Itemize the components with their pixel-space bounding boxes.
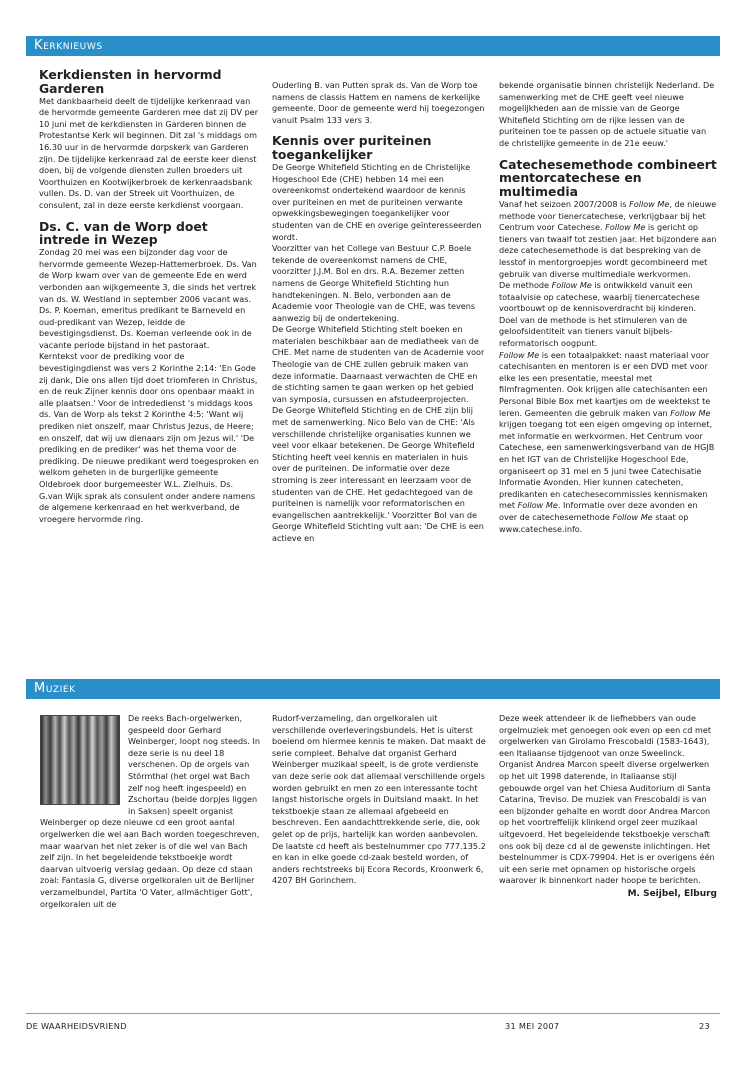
text-run: Follow Me [629,198,670,209]
article-paragraph: Zondag 20 mei was een bijzonder dag voor de hervormde gemeente Wezep-Hattemerbroek. Ds. Van de Worp kwam over van de gemeente Ede en werd verbonden aan wijkgemeente 3, die sinds het vertrek van ds. W. Westland in september 2006 vacant was. Ds. P. Koeman, emeritus predikant te Barneveld en oud-predikant van Wezep, leidde de bevestigingsdienst. Ds. Koeman verleende ook in de vacante periode bijstand in het pastoraat. [39,247,257,350]
article-paragraph: De reeks Bach-orgelwerken, gespeeld door Gerhard Weinberger, loopt nog steeds. In deze serie is nu deel 18 verschenen. Op de orgels van Störmthal (het orgel wat Bach zelf nog heeft ingespeeld) en Zschortau (beide dorpjes liggen in Saksen) speelt organist Weinberger op deze nieuwe cd een groot aantal orgelwerken die wel aan Bach worden toegeschreven, maar waarvan het niet zeker is of die wel van Bach zelf zijn. In het begeleidende tekstboekje wordt daarvan uitvoerig verslag gedaan. Op deze cd staan zoal: Fantasia G, diverse orgelkoralen uit de Berlijner verzamelbundel, Partita 'O Vater, allmächtiger Gott', orgelkoralen uit de [40,713,260,909]
kerknieuws-column-2 [272,80,486,545]
article-paragraph [499,350,717,536]
article-paragraph: De George Whitefield Stichting en de Christelijke Hogeschool Ede (CHE) hebben 14 mei een overeenkomst ondertekend waardoor de kennis over puriteinen en met de puriteinen verwante opwekkingsbewegingen toegankelijker voor studenten van de CHE en overige geïnteresseerden wordt. [272,161,482,242]
article-heading: Catechesemethode combineert mentorcatechese en multimedia [499,156,717,200]
section-header-muziek: Muziek [26,679,720,699]
article-paragraph: Kerntekst voor de prediking voor de bevestigingdienst was vers 2 Korinthe 2:14: 'En Gode zij dank, Die ons allen tijd doet triomferen in Christus, en de reuk Zijner kennis door ons openbaar maakt in alle plaatsen.' Voor de intrededienst 's middags koos ds. Van de Worp als tekst 2 Korinthe 4:5: 'Want wij prediken niet onszelf, maar Christus Jezus, de Heere; en onszelf, dat wij uw dienaars zijn om Jezus wil.' 'De prediking en de prediker' was het thema voor de prediking. De nieuwe predikant werd toegesproken en welkom geheten in de burgerlijke gemeente Oldebroek door burgemeester W.L. Zielhuis. Ds. G.van Wijk sprak als consulent onder andere namens de algemene kerkenraad en het werkverband, de vroegere hervormde ring. [39,351,259,524]
kerknieuws-column-1 [39,68,259,525]
text-run: Follow Me [499,349,540,360]
page-number: 23 [699,1021,711,1031]
text-run: Follow Me [551,280,592,291]
text-run: Follow Me [670,407,711,418]
text-run: is ontwikkeld vanuit een totaalvisie op catechese, waarbij tienercatechese voortbouwt op de kennisoverdracht bij kinderen. Doel van de methode is het stimuleren van de geloofsidentiteit van tieners vanuit bijbels-reformatorisch oogpunt. [499,280,700,349]
article-paragraph: Ouderling B. van Putten sprak ds. Van de Worp toe namens de classis Hattem en namens de kerkelijke gemeente. Door de gemeente werd hij toegezongen vanuit Psalm 133 vers 3. [272,80,485,125]
article-heading: Ds. C. van de Worp doet intrede in Wezep [39,218,208,248]
kerknieuws-column-3 [499,80,717,535]
muziek-column-3 [499,713,717,901]
text-run: Follow Me [612,511,653,522]
organ-pipes-photo [40,715,120,805]
text-run: , de nieuwe methode voor tienercatechese, verkrijgbaar bij het Centrum voor Catechese. [499,198,717,233]
issue-date: 31 MEI 2007 [505,1021,560,1031]
text-run: staat op www.catechese.info. [499,511,689,534]
article-paragraph: Met dankbaarheid deelt de tijdelijke kerkenraad van de hervormde gemeente Garderen mee dat zij DV per 10 juni met de kerkdiensten in Garderen binnen de Protestantse Kerk wil beginnen. Dit zal 's middags om 16.30 uur in de hervormde dorpskerk van Garderen zijn. De tijdelijke kerkenraad zal de eerste keer dienst doen, bij de volgende diensten zullen broeders uit Voorthuizen en Kootwijkerbroek de kerkenraadsbank vullen. Ds. D. van der Streek uit Voorthuizen, de consulent, zal in deze eerste kerkdienst voorgaan. [39,95,259,210]
muziek-column-2 [272,713,486,887]
text-run: Follow Me [517,500,558,511]
section-header-kerknieuws: Kerknieuws [26,36,720,56]
article-heading: Kerkdiensten in hervormd Garderen [39,67,222,96]
text-run: is een totaalpakket: naast materiaal voor catechisanten en mentoren is er een DVD met voor elke les een presentatie, meestal met filmfragmenten. Ook krijgen alle catechisanten een Personal Bible Box met kaartjes om de weektekst te leren. Gemeenten die gebruik maken van [499,349,711,418]
article-paragraph: Rudorf-verzameling, dan orgelkoralen uit verschillende overleveringsbundels. Het is uiterst boeiend om hiermee kennis te maken. Dat maakt de serie compleet. Behalve dat organist Gerhard Weinberger muzikaal speelt, is de grote verdienste van deze serie ook dat allemaal verschillende orgels worden gebruikt en men zo een interessante tocht langst historische orgels in Duitsland maakt. In het tekstboekje staan ze allemaal afgebeeld en beschreven. Een aandachttrekkende serie, die, ook gelet op de prijs, hartelijk kan worden aanbevolen. De laatste cd heeft als bestelnummer cpo 777.135.2 en kan in elke goede cd-zaak besteld worden, of anders rechtstreeks bij Ecora Records, Kroonwerk 6, 4207 BH Gorinchem. [272,713,486,886]
article-heading: Kennis over puriteinen toegankelijker [272,133,432,163]
article-paragraph: De George Whitefield Stichting en de CHE zijn blij met de samenwerking. Nico Belo van de CHE: 'Als verschillende christelijke organisaties kunnen we veel voor elkaar betekenen. De George Whitefield Stichting heeft veel kennis en materialen in huis over de puriteinen. De informatie over deze stroming is zeer interessant en leerzaam voor de studenten van de CHE. Het gedachtegoed van de puriteinen is namelijk voor reformatorischen en evangelischen aantrekkelijk.' Voorzitter Bol van de George Whitefield Stichting vult aan: 'De CHE is een actieve en [272,405,484,543]
author-signature: M. Seijbel, Elburg [627,888,717,899]
article-paragraph: Voorzitter van het College van Bestuur C.P. Boele tekende de overeenkomst namens de CHE, voorzitter J.J.M. Bol en drs. R.A. Bezemer zetten namens de George Whitefield Stichting hun handtekeningen. N. Belo, verbonden aan de Academie voor Theologie van de CHE, was tevens aanwezig bij de ondertekening. [272,243,476,323]
text-run: Vanaf het seizoen 2007/2008 is [499,198,630,209]
article-paragraph: De George Whitefield Stichting stelt boeken en materialen beschikbaar aan de mediatheek van de CHE. Met name de studenten van de Academie voor Theologie van de CHE zullen gebruik maken van deze informatie. Daarnaast verwachten de CHE en de stichting samen te gaan werken op het gebied van symposia, cursussen en afstudeerprojecten. [272,324,485,404]
text-run: De methode [499,280,552,291]
text-run: Follow Me [605,222,646,233]
footer-divider [26,1013,720,1014]
article-paragraph [499,280,717,350]
article-paragraph: bekende organisatie binnen christelijk Nederland. De samenwerking met de CHE geeft veel nieuwe mogelijkheden aan de missie van de George Whitefield Stichting om de rijke lessen van de puriteinen toe te passen op de actuele situatie van de christelijke gemeente in de 21e eeuw.' [499,80,715,148]
text-run: . Informatie over deze avonden en over de catechesemethode [499,500,698,522]
text-run: is gericht op tieners van twaalf tot zestien jaar. Het bijzondere aan deze catechesemethode is dat bespreking van de lesstof in mentorgroepjes wordt gecombineerd met gebruik van diverse multimediale werkvormen. [499,222,717,279]
text-run: krijgen toegang tot een eigen omgeving op internet, met informatie en werkvormen. Het Centrum voor Catechese, een samenwerkingsverband van de HGJB en het IGT van de Christelijke Hogeschool Ede, organiseert op 31 mei en 5 juni twee Catechisatie Informatie Avonden. Hier kunnen catecheten, predikanten en catechesecommissies kennismaken met [499,419,715,511]
article-paragraph [499,199,717,280]
muziek-column-1 [40,713,260,910]
publication-name: DE WAARHEIDSVRIEND [26,1021,127,1031]
article-paragraph: Deze week attendeer ik de liefhebbers van oude orgelmuziek met genoegen ook even op een cd met orgelwerken van Girolamo Frescobaldi (1583-1643), een Italiaanse tijdgenoot van onze Sweelinck. Organist Andrea Marcon speelt diverse orgelwerken op het uit 1998 daterende, in Italiaanse stijl gebouwde orgel van het Chiesa Auditorium di Santa Catarina, Treviso. De muziek van Frescobaldi is van een bijzonder gehalte en wordt door Andrea Marcon op het voortreffelijk klinkend orgel zeer muzikaal uitgevoerd. Het begeleidende tekstboekje verschaft ons ook bij deze cd al de gewenste inlichtingen. Het bestelnummer is CDX-79904. Het is er overigens één uit een serie met opnamen op historische orgels waarover ik binnenkort nader hoope te berichten. [499,713,715,886]
